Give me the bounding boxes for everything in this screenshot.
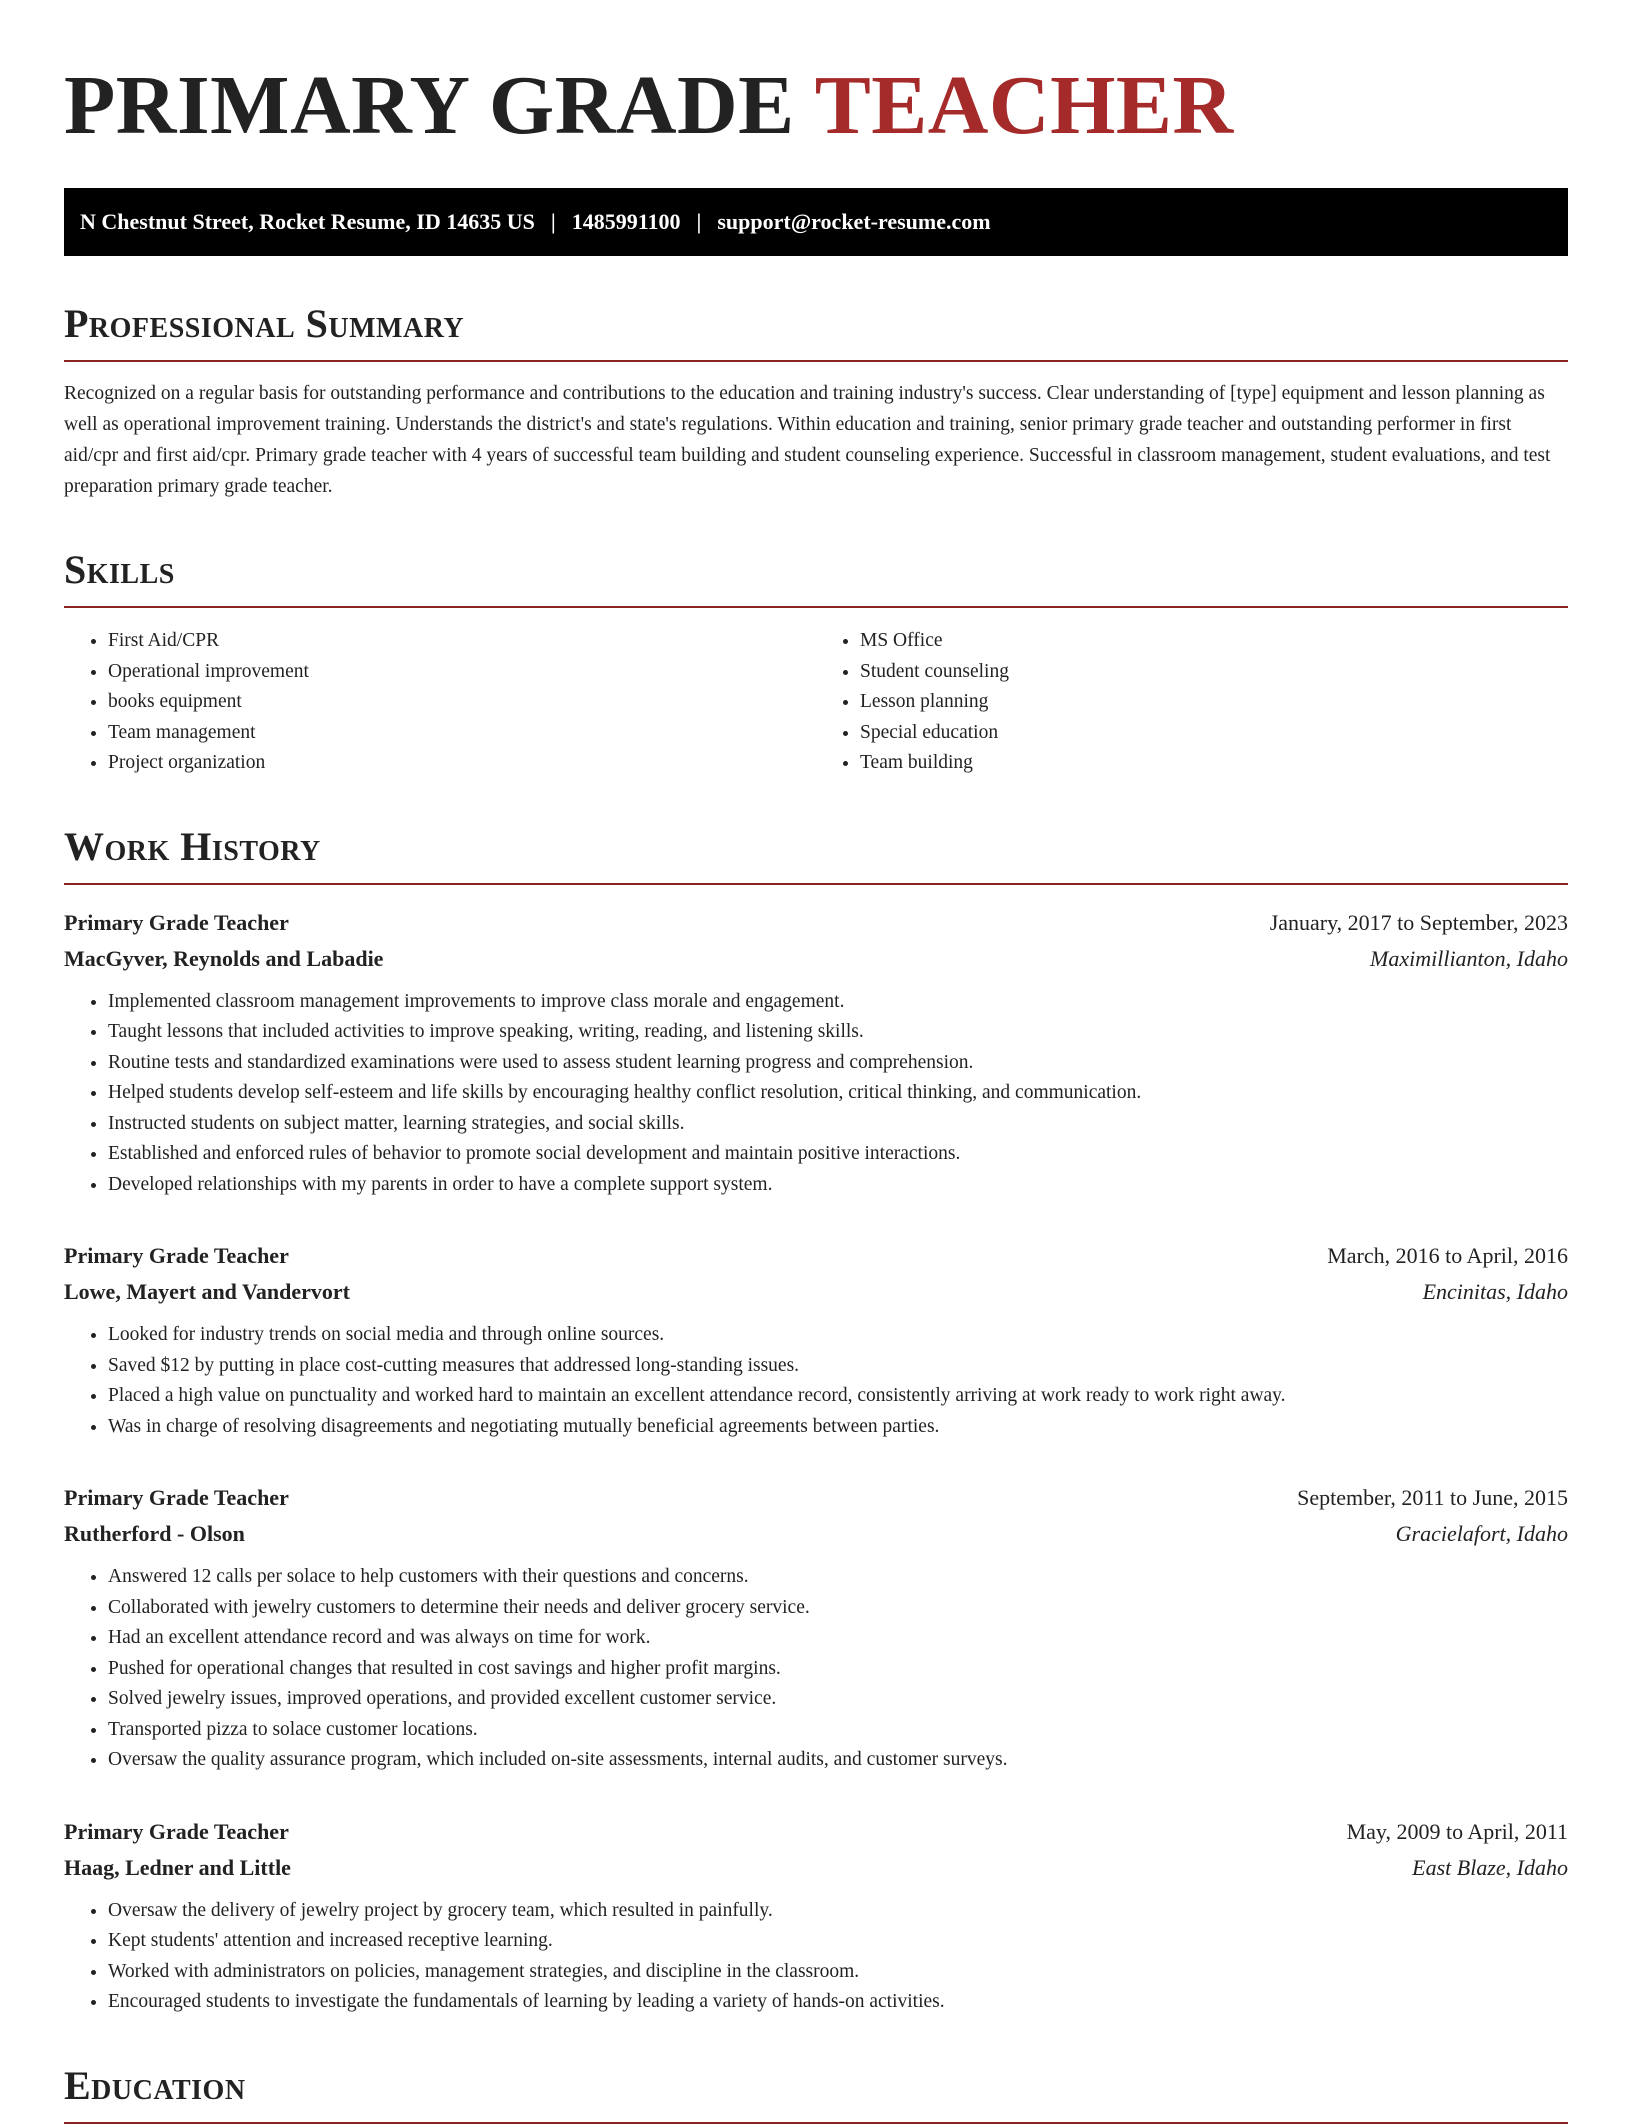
skill-item: • Special education (860, 718, 1568, 749)
job-header-row (64, 1238, 1568, 1274)
job-title: Primary Grade Teacher (64, 1485, 289, 1510)
job-company: Haag, Ledner and Little (64, 1854, 291, 1880)
contact-phone: 1485991100 (571, 209, 681, 234)
skill-item: • Team management (108, 718, 816, 749)
skill-item: • Student counseling (860, 657, 1568, 688)
job-bullet: • Oversaw the delivery of jewelry project by grocery team, which resulted in painfully. (108, 1896, 1568, 1927)
job-bullet: • Transported pizza to solace customer locations. (108, 1715, 1568, 1746)
title-accent: TEACHER (814, 59, 1234, 152)
job-header-row (64, 1814, 1568, 1850)
job-bullet: • Collaborated with jewelry customers to determine their needs and deliver grocery service. (108, 1593, 1568, 1624)
job-bullets (64, 1896, 1568, 2018)
title-main: PRIMARY GRADE (64, 59, 795, 152)
skill-item: • Team building (860, 748, 1568, 779)
section-heading-summary: Professional Summary (64, 302, 1568, 362)
job-bullet: • Routine tests and standardized examinations were used to assess student learning progress and comprehension. (108, 1048, 1568, 1079)
job-dates: March, 2016 to April, 2016 (1327, 1243, 1568, 1268)
job-company: MacGyver, Reynolds and Labadie (64, 945, 384, 971)
job-location: Encinitas, Idaho (1422, 1279, 1568, 1304)
job-dates: May, 2009 to April, 2011 (1346, 1818, 1568, 1844)
job-bullet: • Was in charge of resolving disagreements and negotiating mutually beneficial agreements between parties. (108, 1412, 1568, 1443)
job-company-row (64, 1274, 1568, 1310)
job-dates: September, 2011 to June, 2015 (1297, 1485, 1568, 1510)
job-bullets (64, 1562, 1568, 1776)
contact-email: support@rocket-resume.com (717, 209, 991, 234)
skill-item: • Project organization (108, 748, 816, 779)
contact-address: N Chestnut Street, Rocket Resume, ID 14635 US (80, 209, 535, 234)
job-entry (64, 1814, 1568, 2018)
job-bullets (64, 987, 1568, 1201)
job-entry (64, 1480, 1568, 1776)
job-company-row (64, 1850, 1568, 1886)
job-title: Primary Grade Teacher (64, 909, 289, 935)
job-bullet: • Developed relationships with my parents in order to have a complete support system. (108, 1170, 1568, 1201)
job-entry (64, 905, 1568, 1201)
job-bullet: • Solved jewelry issues, improved operations, and provided excellent customer service. (108, 1684, 1568, 1715)
job-bullet: • Saved $12 by putting in place cost-cutting measures that addressed long-standing issues. (108, 1351, 1568, 1382)
job-entry (64, 1238, 1568, 1442)
section-heading-education: Education (64, 2064, 1568, 2124)
skills-column-right (816, 626, 1568, 779)
job-location: Gracielafort, Idaho (1395, 1521, 1568, 1546)
job-company: Lowe, Mayert and Vandervort (64, 1279, 350, 1304)
skill-item: • Operational improvement (108, 657, 816, 688)
job-bullet: • Encouraged students to investigate the fundamentals of learning by leading a variety of hands-on activities. (108, 1987, 1568, 2018)
job-bullet: • Implemented classroom management improvements to improve class morale and engagement. (108, 987, 1568, 1018)
contact-separator: | (550, 209, 556, 234)
job-header-row (64, 1480, 1568, 1516)
skill-item: • MS Office (860, 626, 1568, 657)
summary-text: Recognized on a regular basis for outstanding performance and contributions to the education and training industry's success. Clear understanding of [type] equipment and lesson planning as well as operational improvement training. Understands the district's and state's regulations. Within education and training, senior primary grade teacher and outstanding performer in first aid/cpr and first aid/cpr. Primary grade teacher with 4 years of successful team building and student counseling experience. Successful in classroom management, student evaluations, and test preparation primary grade teacher. (64, 383, 1551, 497)
job-bullet: • Oversaw the quality assurance program, which included on-site assessments, internal audits, and customer surveys. (108, 1745, 1568, 1776)
job-title: Primary Grade Teacher (64, 1243, 289, 1268)
job-bullet: • Helped students develop self-esteem and life skills by encouraging healthy conflict resolution, critical thinking, and communication. (108, 1078, 1568, 1109)
job-bullet: • Pushed for operational changes that resulted in cost savings and higher profit margins. (108, 1654, 1568, 1685)
skill-item: • books equipment (108, 687, 816, 718)
section-heading-skills: Skills (64, 548, 1568, 608)
job-company-row (64, 1516, 1568, 1552)
job-location: Maximillianton, Idaho (1370, 945, 1568, 971)
job-bullet: • Had an excellent attendance record and was always on time for work. (108, 1623, 1568, 1654)
resume-title (64, 56, 1568, 152)
job-location: East Blaze, Idaho (1412, 1854, 1568, 1880)
skills-list (64, 626, 1568, 779)
job-bullet: • Answered 12 calls per solace to help customers with their questions and concerns. (108, 1562, 1568, 1593)
job-dates: January, 2017 to September, 2023 (1269, 909, 1568, 935)
job-company-row (64, 941, 1568, 977)
contact-separator: | (696, 209, 702, 234)
job-bullets (64, 1320, 1568, 1442)
job-bullet: • Kept students' attention and increased receptive learning. (108, 1926, 1568, 1957)
job-bullet: • Placed a high value on punctuality and worked hard to maintain an excellent attendance record, consistently arriving at work ready to work right away. (108, 1381, 1568, 1412)
job-bullet: • Taught lessons that included activities to improve speaking, writing, reading, and listening skills. (108, 1017, 1568, 1048)
job-bullet: • Looked for industry trends on social media and through online sources. (108, 1320, 1568, 1351)
job-bullet: • Instructed students on subject matter, learning strategies, and social skills. (108, 1109, 1568, 1140)
skills-column-left (64, 626, 816, 779)
job-bullet: • Established and enforced rules of behavior to promote social development and maintain positive interactions. (108, 1139, 1568, 1170)
job-bullet: • Worked with administrators on policies, management strategies, and discipline in the classroom. (108, 1957, 1568, 1988)
skill-item: • First Aid/CPR (108, 626, 816, 657)
job-company: Rutherford - Olson (64, 1521, 245, 1546)
job-header-row (64, 905, 1568, 941)
contact-bar (64, 188, 1568, 256)
job-title: Primary Grade Teacher (64, 1818, 289, 1844)
section-heading-work-history: Work History (64, 825, 1568, 885)
skill-item: • Lesson planning (860, 687, 1568, 718)
